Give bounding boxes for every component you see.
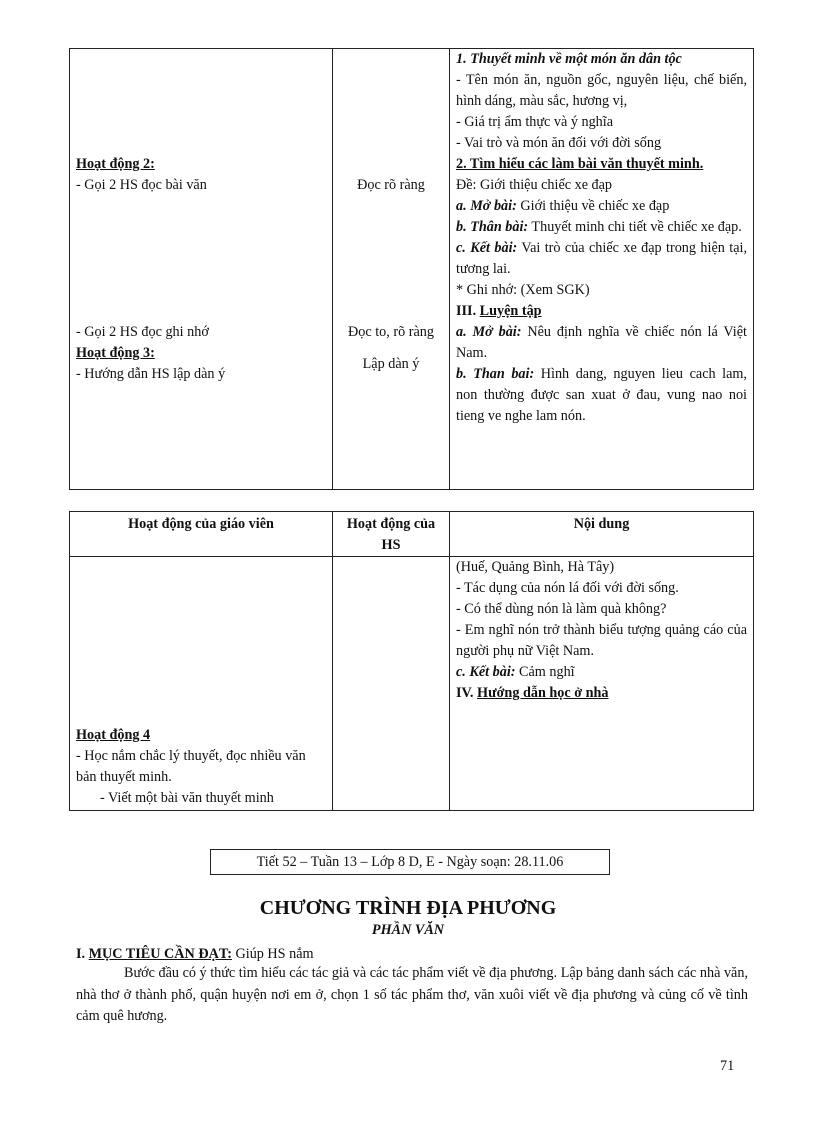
lesson-plan-table-2 — [69, 511, 754, 811]
section-2-topic: Đề: Giới thiệu chiếc xe đạp — [456, 177, 613, 193]
content-line-3: - Có thể dùng nón là làm quà không? — [456, 601, 667, 617]
content-conclusion: c. Kết bài: Cảm nghĩ — [456, 664, 575, 680]
section-1-line-1: - Tên món ăn, nguồn gốc, nguyên liệu, chế biến, hình dáng, màu sắc, hương vị, — [456, 72, 747, 109]
page-subtitle: PHẦN VĂN — [371, 922, 445, 938]
activity-3-title: Hoạt động 3: — [76, 345, 155, 361]
section-1-line-2: - Giá trị ẩm thực và ý nghĩa — [456, 114, 614, 130]
practice-body: b. Than bai: Hình dang, nguyen lieu cach lam, non thường được san xuat ở đau, vung nao noi tieng ve nghe lam nón. — [456, 366, 747, 424]
activity-2-title: Hoạt động 2: — [76, 156, 155, 172]
lesson-header-box: Tiết 52 – Tuần 13 – Lớp 8 D, E - Ngày soạn: 28.11.06 — [210, 849, 610, 875]
header-teacher-activity: Hoạt động của giáo viên — [70, 512, 333, 557]
student-activity-cell-2 — [333, 557, 450, 811]
objective-line: I. MỤC TIÊU CẦN ĐẠT: Giúp HS nắm — [76, 946, 314, 962]
section-3-title: III. Luyện tập — [456, 303, 542, 319]
page-number: 71 — [720, 1058, 735, 1074]
teacher-activity-cell-2 — [70, 557, 333, 811]
section-4-title: IV. Hướng dẫn học ở nhà — [456, 685, 609, 701]
section-1-line-3: - Vai trò và món ăn đối với đời sống — [456, 135, 662, 151]
content-line-1: (Huế, Quảng Bình, Hà Tây) — [456, 559, 615, 575]
student-read-clearly: Đọc rõ ràng — [357, 177, 425, 193]
section-2-conclusion: c. Kết bài: Vai trò của chiếc xe đạp trong hiện tại, tương lai. — [456, 240, 747, 277]
objective-title: MỤC TIÊU CẦN ĐẠT: — [88, 946, 232, 962]
section-1-title: 1. Thuyết minh về một món ăn dân tộc — [456, 51, 682, 67]
activity-4-line-1: - Học nắm chắc lý thuyết, đọc nhiều văn bản thuyết minh. — [76, 748, 306, 785]
content-line-4: - Em nghĩ nón trở thành biểu tượng quảng cáo của người phụ nữ Việt Nam. — [456, 622, 747, 659]
practice-intro: a. Mở bài: Nêu định nghĩa về chiếc nón lá Việt Nam. — [456, 324, 747, 361]
activity-3-item: - Hướng dẫn HS lập dàn ý — [76, 366, 226, 382]
objective-paragraph: Bước đầu có ý thức tìm hiểu các tác giả và các tác phẩm viết về địa phương. Lập bảng danh sách các nhà văn, nhà thơ ở thành phố, quận huyện nơi em ở, chọn 1 số tác phẩm thơ, văn xuôi viết về địa phương và củng cố về tình cảm quê hương. — [76, 965, 748, 1024]
content-cell — [450, 49, 754, 490]
content-line-2: - Tác dụng của nón lá đối với đời sống. — [456, 580, 679, 596]
teacher-activity-cell — [70, 49, 333, 490]
student-read-aloud: Đọc to, rõ ràng — [348, 324, 434, 340]
activity-4-title: Hoạt động 4 — [76, 727, 151, 743]
page-title: CHƯƠNG TRÌNH ĐỊA PHƯƠNG — [259, 897, 557, 919]
section-2-body: b. Thân bài: Thuyết minh chi tiết về chiếc xe đạp. — [456, 219, 742, 235]
section-2-intro: a. Mở bài: Giới thiệu về chiếc xe đạp — [456, 198, 670, 214]
section-2-title: 2. Tìm hiểu các làm bài văn thuyết minh. — [456, 156, 704, 172]
header-student-activity: Hoạt động của HS — [333, 512, 450, 557]
content-cell-2 — [450, 557, 754, 811]
activity-4-line-2: - Viết một bài văn thuyết minh — [100, 790, 274, 806]
lesson-plan-table-1 — [69, 48, 754, 490]
activity-memo-item: - Gọi 2 HS đọc ghi nhớ — [76, 324, 209, 340]
memo-note: * Ghi nhớ: (Xem SGK) — [456, 282, 590, 298]
header-content: Nội dung — [450, 512, 754, 557]
activity-2-item: - Gọi 2 HS đọc bài văn — [76, 177, 207, 193]
student-outline: Lập dàn ý — [362, 356, 420, 372]
student-activity-cell — [333, 49, 450, 490]
